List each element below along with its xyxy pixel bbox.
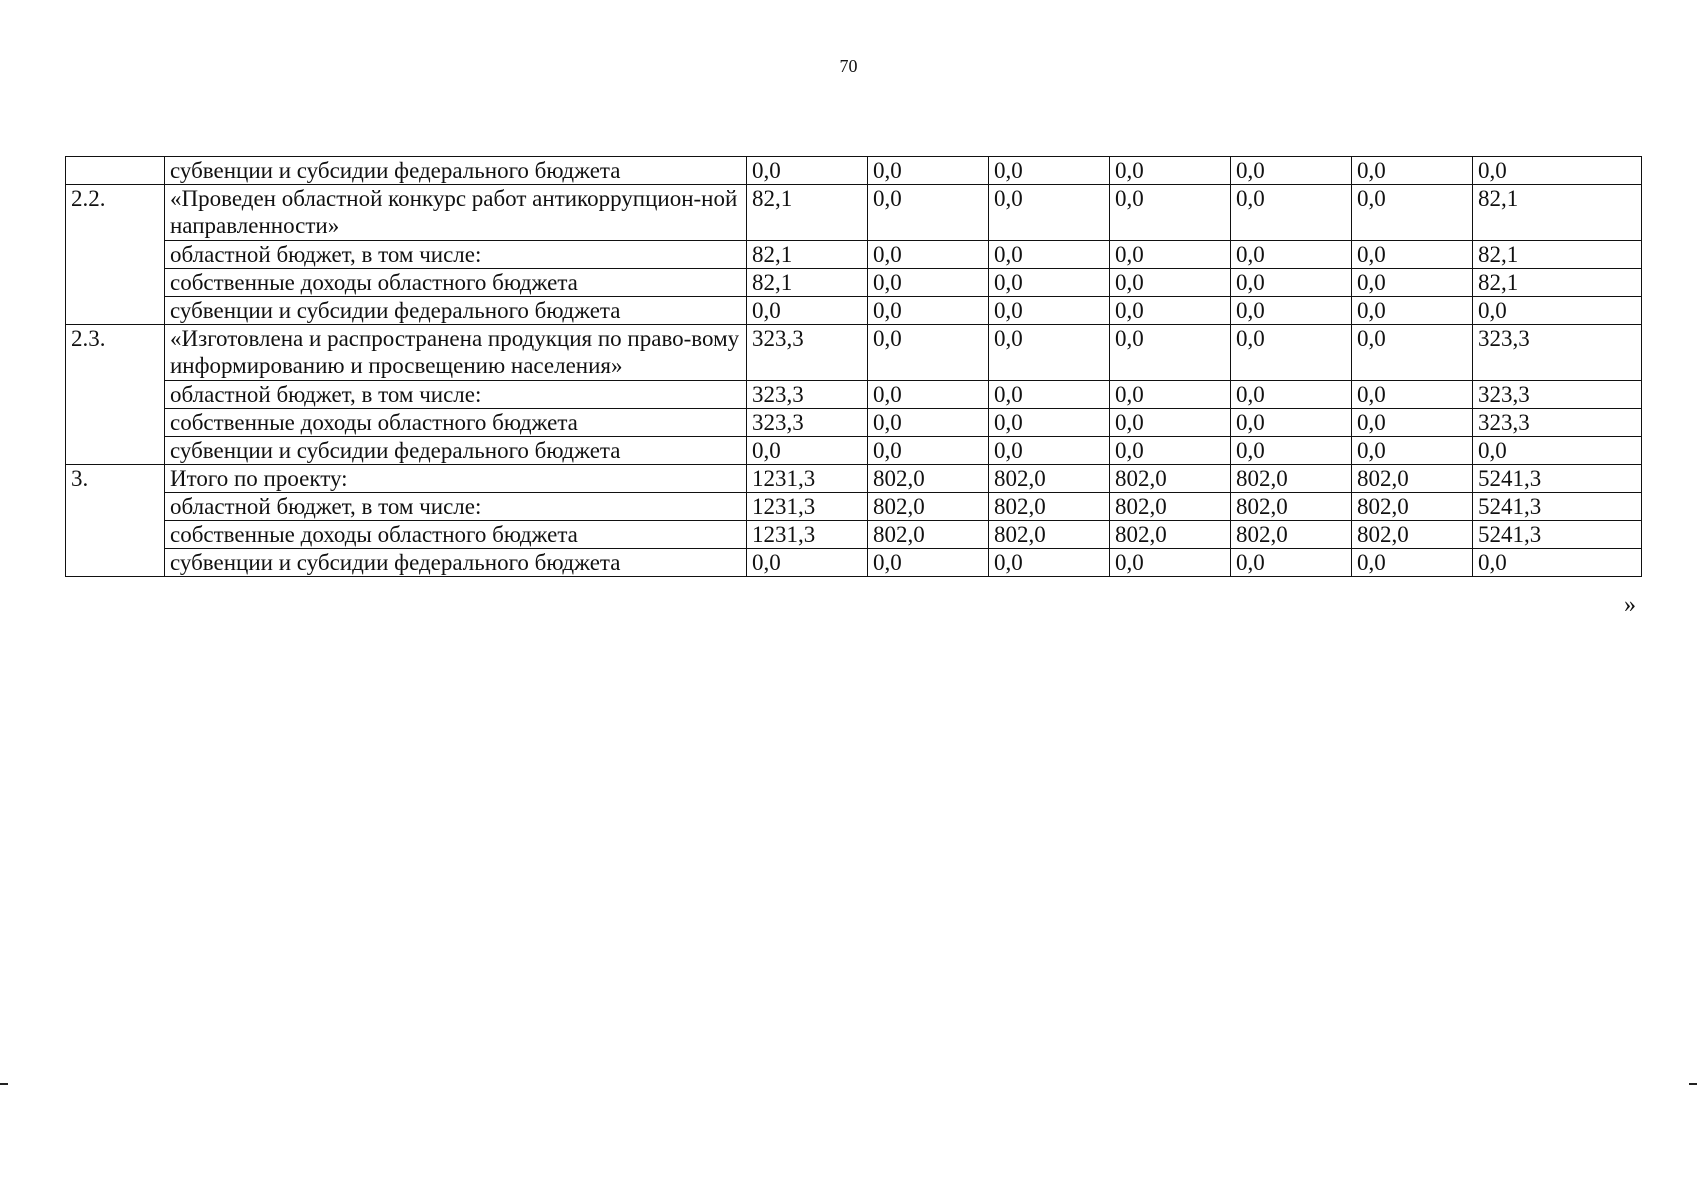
table-row	[66, 437, 1642, 465]
total-cell: 0,0	[1473, 157, 1642, 185]
value-cell: 1231,3	[747, 521, 868, 549]
table-row	[66, 493, 1642, 521]
value-cell: 0,0	[868, 269, 989, 297]
value-cell: 802,0	[1110, 465, 1231, 493]
value-cell: 0,0	[868, 325, 989, 381]
value-cell: 0,0	[1110, 409, 1231, 437]
value-cell: 0,0	[1352, 157, 1473, 185]
value-cell: 0,0	[1231, 409, 1352, 437]
value-cell: 0,0	[868, 549, 989, 577]
table-row	[66, 465, 1642, 493]
row-description: субвенции и субсидии федерального бюджета	[165, 157, 747, 185]
budget-table	[65, 156, 1642, 577]
table-row	[66, 521, 1642, 549]
value-cell: 0,0	[868, 157, 989, 185]
value-cell: 0,0	[989, 241, 1110, 269]
value-cell: 1231,3	[747, 493, 868, 521]
value-cell: 802,0	[1352, 493, 1473, 521]
value-cell: 802,0	[1110, 521, 1231, 549]
total-cell: 5241,3	[1473, 493, 1642, 521]
value-cell: 82,1	[747, 241, 868, 269]
total-cell: 0,0	[1473, 297, 1642, 325]
value-cell: 0,0	[1231, 437, 1352, 465]
value-cell: 0,0	[868, 241, 989, 269]
value-cell: 802,0	[989, 493, 1110, 521]
table-row	[66, 241, 1642, 269]
value-cell: 802,0	[1352, 465, 1473, 493]
value-cell: 0,0	[1110, 325, 1231, 381]
value-cell: 0,0	[1352, 269, 1473, 297]
value-cell: 802,0	[868, 465, 989, 493]
value-cell: 0,0	[1231, 185, 1352, 241]
value-cell: 0,0	[989, 325, 1110, 381]
row-number: 2.2.	[66, 185, 165, 325]
value-cell: 0,0	[989, 381, 1110, 409]
value-cell: 0,0	[989, 437, 1110, 465]
value-cell: 82,1	[747, 185, 868, 241]
closing-quote-mark: »	[1624, 592, 1636, 618]
row-description: Итого по проекту:	[165, 465, 747, 493]
value-cell: 802,0	[989, 521, 1110, 549]
value-cell: 0,0	[1352, 185, 1473, 241]
total-cell: 323,3	[1473, 381, 1642, 409]
value-cell: 0,0	[1231, 325, 1352, 381]
value-cell: 0,0	[1110, 185, 1231, 241]
row-description: субвенции и субсидии федерального бюджета	[165, 549, 747, 577]
value-cell: 0,0	[868, 381, 989, 409]
value-cell: 0,0	[989, 409, 1110, 437]
table-row	[66, 185, 1642, 241]
value-cell: 0,0	[868, 297, 989, 325]
value-cell: 0,0	[1352, 241, 1473, 269]
value-cell: 0,0	[1352, 549, 1473, 577]
row-description: «Проведен областной конкурс работ антикоррупцион-ной направленности»	[165, 185, 747, 241]
total-cell: 82,1	[1473, 185, 1642, 241]
row-description: собственные доходы областного бюджета	[165, 409, 747, 437]
row-number	[66, 157, 165, 185]
value-cell: 802,0	[868, 493, 989, 521]
row-description: областной бюджет, в том числе:	[165, 241, 747, 269]
value-cell: 0,0	[1352, 325, 1473, 381]
total-cell: 0,0	[1473, 549, 1642, 577]
value-cell: 0,0	[1352, 409, 1473, 437]
total-cell: 5241,3	[1473, 465, 1642, 493]
value-cell: 802,0	[1231, 465, 1352, 493]
value-cell: 0,0	[1110, 381, 1231, 409]
table-body	[66, 157, 1642, 577]
value-cell: 0,0	[989, 185, 1110, 241]
total-cell: 0,0	[1473, 437, 1642, 465]
row-number: 3.	[66, 465, 165, 577]
value-cell: 0,0	[989, 157, 1110, 185]
value-cell: 0,0	[1110, 269, 1231, 297]
value-cell: 0,0	[1110, 241, 1231, 269]
left-edge-mark	[0, 1083, 8, 1085]
value-cell: 802,0	[1352, 521, 1473, 549]
value-cell: 0,0	[1231, 157, 1352, 185]
row-description: областной бюджет, в том числе:	[165, 493, 747, 521]
value-cell: 802,0	[1231, 521, 1352, 549]
value-cell: 0,0	[1110, 437, 1231, 465]
value-cell: 0,0	[989, 297, 1110, 325]
value-cell: 0,0	[1110, 297, 1231, 325]
value-cell: 0,0	[1231, 269, 1352, 297]
row-description: субвенции и субсидии федерального бюджета	[165, 437, 747, 465]
row-description: областной бюджет, в том числе:	[165, 381, 747, 409]
row-description: собственные доходы областного бюджета	[165, 521, 747, 549]
right-edge-mark	[1689, 1083, 1697, 1085]
row-description: «Изготовлена и распространена продукция по право-вому информированию и просвещению населения»	[165, 325, 747, 381]
value-cell: 0,0	[868, 409, 989, 437]
value-cell: 0,0	[868, 185, 989, 241]
page-number: 70	[839, 56, 858, 76]
total-cell: 82,1	[1473, 241, 1642, 269]
value-cell: 323,3	[747, 409, 868, 437]
value-cell: 0,0	[747, 549, 868, 577]
value-cell: 802,0	[1110, 493, 1231, 521]
total-cell: 323,3	[1473, 409, 1642, 437]
value-cell: 0,0	[1231, 381, 1352, 409]
total-cell: 82,1	[1473, 269, 1642, 297]
value-cell: 0,0	[989, 269, 1110, 297]
table-row	[66, 325, 1642, 381]
value-cell: 0,0	[747, 437, 868, 465]
value-cell: 0,0	[1110, 549, 1231, 577]
value-cell: 1231,3	[747, 465, 868, 493]
value-cell: 0,0	[1110, 157, 1231, 185]
value-cell: 0,0	[1352, 297, 1473, 325]
table-row	[66, 297, 1642, 325]
total-cell: 5241,3	[1473, 521, 1642, 549]
table-row	[66, 381, 1642, 409]
value-cell: 802,0	[868, 521, 989, 549]
value-cell: 0,0	[1231, 549, 1352, 577]
table-row	[66, 157, 1642, 185]
row-number: 2.3.	[66, 325, 165, 465]
table-row	[66, 269, 1642, 297]
table-row	[66, 409, 1642, 437]
row-description: собственные доходы областного бюджета	[165, 269, 747, 297]
value-cell: 0,0	[747, 157, 868, 185]
value-cell: 0,0	[747, 297, 868, 325]
value-cell: 0,0	[1352, 381, 1473, 409]
value-cell: 0,0	[1352, 437, 1473, 465]
value-cell: 802,0	[989, 465, 1110, 493]
value-cell: 0,0	[1231, 241, 1352, 269]
value-cell: 0,0	[868, 437, 989, 465]
total-cell: 323,3	[1473, 325, 1642, 381]
value-cell: 323,3	[747, 381, 868, 409]
value-cell: 323,3	[747, 325, 868, 381]
table-row	[66, 549, 1642, 577]
value-cell: 0,0	[1231, 297, 1352, 325]
row-description: субвенции и субсидии федерального бюджета	[165, 297, 747, 325]
value-cell: 802,0	[1231, 493, 1352, 521]
value-cell: 0,0	[989, 549, 1110, 577]
value-cell: 82,1	[747, 269, 868, 297]
